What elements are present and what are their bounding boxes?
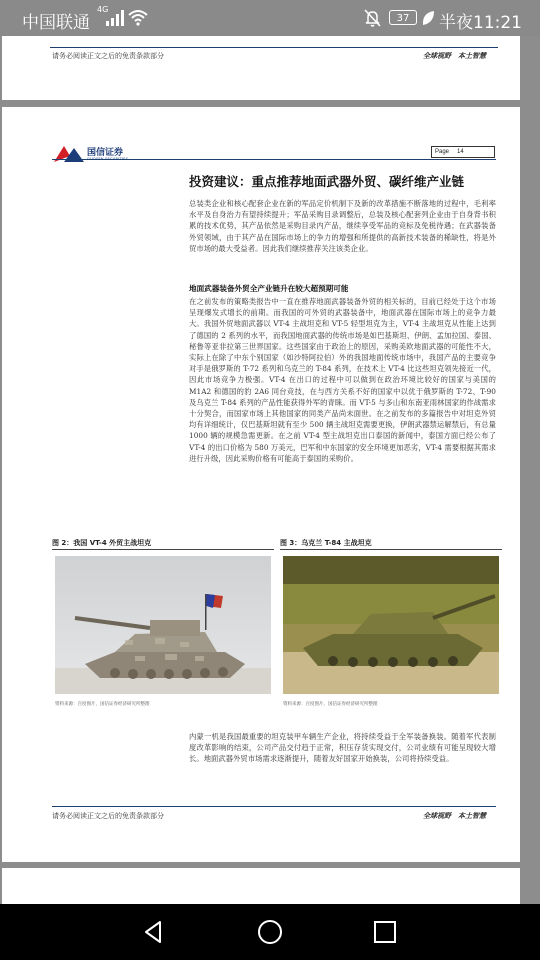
paragraph-2: 在之前发布的策略类报告中一直在推荐地面武器装备外贸的相关标的，目前已经处于这个市场呈现爆发式增长的前期。而我国的可外贸的武器装备中，地面武器在国际市场上的竞争力最大。我国外贸地面武器以 VT-4 主战坦克和 VT-5 轻型坦克为主，VT-4 主战坦克从性能上达到了德国的 2 系列的水平，而我国地面武器的传统市场是如巴基斯坦、伊朗、孟加拉国、泰国、秘鲁等亚非拉第三世界国家。这些国家由于政治上的原因，采购美欧地面武器的可能性不大，实际上在除了中东个别国家（如沙特阿拉伯）外的我国地面传统市场中，我国产品的主要竞争对手是俄罗斯的 T-72 系列和乌克兰的 T-84 系列，在技术上 VT-4 比这些坦克领先接近一代，因此市场竞争力极强。VT-4 在出口的过程中可以做到在政治环境比较好的国家与美国的 M1A2 和德国的豹 2A6 同台竞技，在与西方关系不好的国家中以优于俄罗斯的 T-72、T-90 及乌克兰 T-84 系列的产品性能获得外军的青睐。而 VT-5 与多山和东南亚雨林国家的作战需求十分契合，而国家市场上其他国家的同类产品尚未面世。在之前发布的多篇报告中对坦克外贸均有详细统计，仅巴基斯坦就有至少 500 辆主战坦克需要更换，伊朗武器禁运解禁后，有总量 1000 辆的规模急需更新。在之前 VT-4 型主战坦克出口泰国的新闻中，泰国方面已经公布了 VT-4 的出口价格为 580 万美元，巴军和中东国家的安全环境更加恶劣，VT-4 需要根据其需求进行升级，因此采购价格有可能高于泰国的采购价。 (189, 297, 496, 463)
figure-top-rule (280, 549, 502, 550)
footer-disclaimer: 请务必阅读正文之后的免责条款部分 (52, 52, 164, 60)
paragraph-3: 内蒙一机是我国最重要的坦克装甲车辆生产企业，将持续受益于全军装备换装。随着军代表制度改革影响的结束，公司产品交付趋于正常，积压存货实现交付，公司业绩有可能呈现较大增长。地面武器外贸市场需求逐渐提升，随着友好国家开始换装，公司将持续受益。 (189, 732, 496, 764)
clock: 半夜11:21 (439, 13, 522, 33)
footer-slogan: 全球视野 本土智慧 (423, 51, 486, 60)
battery-icon (389, 10, 417, 25)
header-rule (52, 159, 496, 160)
previous-page (2, 36, 520, 100)
figure-vt4-tank (52, 538, 274, 710)
leaf-icon (421, 9, 435, 27)
logo-name-en: GUOSEN SECURITIES (87, 157, 129, 161)
next-page (2, 868, 520, 908)
signal-icon (106, 10, 124, 26)
section-title: 投资建议：重点推荐地面武器外贸、碳纤维产业链 (189, 174, 465, 189)
figure-t84-tank (280, 538, 502, 710)
page-number: 14 (457, 149, 464, 155)
battery-level: 37 (396, 13, 410, 24)
figure-caption: 图 2：我国 VT-4 外贸主战坦克 (52, 539, 152, 547)
paragraph-1: 总装类企业和核心配套企业在新的军品定价机制下及新的改革措施不断落地的过程中，毛利率水平及自身治力有望持续提升；军品采购目录调整后，总装及核心配套列企业由于自身背书积累的技术优势，其产品依然是采购目录内产品，继续享受军品的竞标及免税待遇；在武器装备外贸领域，由于其产品在国际市场上的争力的增强和所提供的高新技术装备的稀缺性，将是外贸市场的最大受益者。因此我们继续推荐关注该类企业。 (189, 199, 496, 253)
carrier-name: 中国联通 (22, 13, 90, 33)
guosen-logo (52, 144, 142, 166)
page-label: Page (435, 149, 450, 155)
footer-disclaimer: 请务必阅读正文之后的免责条款部分 (52, 812, 164, 820)
network-type: 4G (97, 5, 109, 14)
footer-slogan: 全球视野 本土智慧 (423, 811, 486, 820)
mute-bell-icon (364, 9, 381, 27)
t84-tank-photo (283, 556, 499, 694)
wifi-icon (128, 9, 148, 26)
status-bar (0, 0, 540, 36)
subheading: 地面武器装备外贸全产业链升在较大超预期可能 (189, 284, 349, 293)
back-icon[interactable] (140, 918, 168, 946)
figure-source: 资料来源：百度图片，国信证券经济研究所整理 (55, 702, 150, 707)
navigation-bar (0, 904, 540, 960)
footer-rule (50, 47, 498, 48)
logo-name-cn: 国信证券 (87, 148, 124, 158)
figure-top-rule (52, 549, 274, 550)
page-number-box (431, 146, 495, 158)
recents-icon[interactable] (371, 918, 399, 946)
figure-caption: 图 3：乌克兰 T-84 主战坦克 (280, 539, 372, 547)
vt4-tank-photo (55, 556, 271, 694)
guosen-logo-mark (52, 144, 86, 164)
figure-source: 资料来源：百度图片，国信证券经济研究所整理 (283, 702, 378, 707)
home-icon[interactable] (256, 918, 284, 946)
footer-rule (52, 806, 496, 807)
